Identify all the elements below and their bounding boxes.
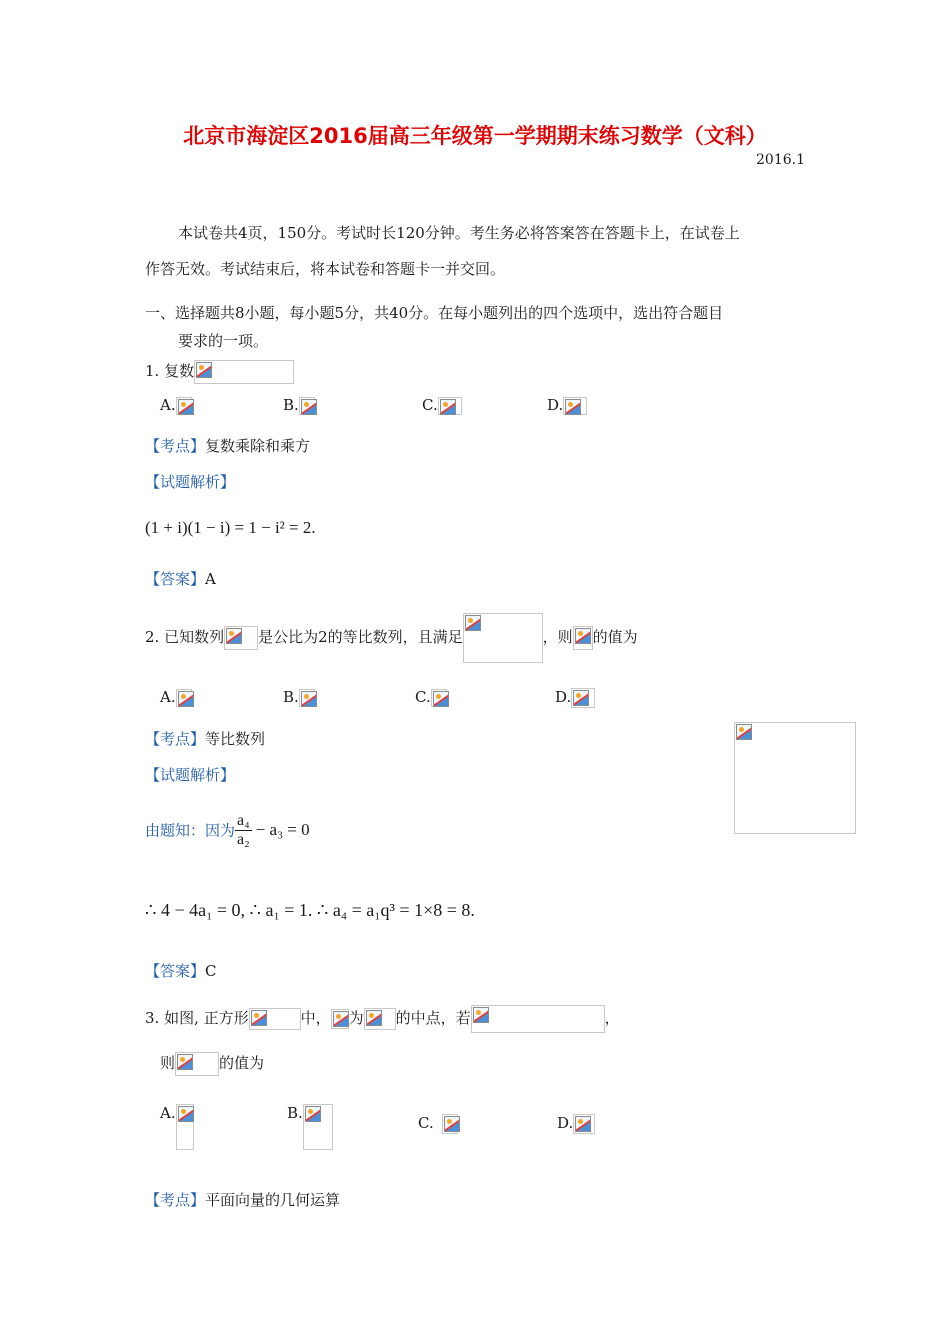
formula-image-icon	[438, 397, 462, 415]
q1-kaodian: 【考点】复数乘除和乘方	[145, 437, 311, 455]
formula-image-icon	[442, 1114, 458, 1134]
section-heading-line-2: 要求的一项。	[178, 332, 269, 350]
formula-image-icon	[573, 1114, 595, 1134]
q3-option-a: A.	[160, 1104, 194, 1150]
formula-image-icon	[224, 626, 258, 650]
q2-kaodian: 【考点】等比数列	[145, 730, 266, 748]
q2-jiexi-tag: 【试题解析】	[145, 766, 236, 784]
formula-image-icon	[364, 1008, 396, 1030]
q2-option-d: D.	[555, 688, 595, 708]
formula-image-icon	[194, 360, 294, 384]
question-3-line-2: 则 的值为	[160, 1052, 264, 1076]
q1-solution: (1 + i)(1 − i) = 1 − i² = 2.	[145, 518, 316, 537]
formula-image-icon	[471, 1005, 605, 1033]
answer-tag: 【答案】	[145, 570, 206, 588]
formula-image-icon	[431, 689, 447, 707]
formula-image-icon	[176, 689, 192, 707]
q2-answer: 【答案】C	[145, 962, 217, 980]
q3-option-d: D.	[557, 1114, 595, 1134]
fraction: $\frac{\text{a₄}}{\text{a₂}}$	[237, 812, 250, 848]
kaodian-tag: 【考点】	[145, 730, 206, 748]
formula-image-icon	[175, 1052, 219, 1076]
q1-answer: 【答案】A	[145, 570, 216, 588]
q1-option-c: C.	[422, 396, 462, 415]
q1-jiexi-tag: 【试题解析】	[145, 473, 236, 491]
figure-image-icon	[734, 722, 856, 834]
section-heading-line-1: 一、选择题共8小题，每小题5分，共40分。在每小题列出的四个选项中，选出符合题目	[145, 304, 724, 322]
formula-image-icon	[563, 397, 587, 415]
q1-option-a: A.	[160, 396, 192, 415]
formula-image-icon	[463, 613, 543, 663]
q3-kaodian: 【考点】平面向量的几何运算	[145, 1191, 341, 1209]
formula-image-icon	[299, 689, 315, 707]
q1-option-b: B.	[283, 396, 315, 415]
q2-option-b: B.	[283, 688, 315, 707]
formula-image-icon	[571, 688, 595, 708]
question-1-stem	[145, 360, 294, 384]
q2-solution: ∴ 4 − 4a₁ = 0, ∴ a₁ = 1. ∴ a₄ = a₁q³ = 1×8 = 8.	[145, 900, 475, 920]
formula-image-icon	[331, 1009, 349, 1029]
q2-option-c: C.	[415, 688, 447, 707]
page-title: 北京市海淀区2016届高三年级第一学期期末练习数学（文科）	[183, 124, 767, 148]
question-1-text: 1. 复数	[145, 362, 195, 380]
formula-image-icon	[573, 626, 593, 650]
q2-option-a: A.	[160, 688, 192, 707]
q3-option-c: C.	[418, 1114, 458, 1134]
exam-date: 2016.1	[756, 152, 805, 168]
question-2-stem: 2. 已知数列 是公比为2的等比数列，且满足 ，则 的值为	[145, 612, 638, 663]
intro-line-1: 本试卷共4页，150分。考试时长120分钟。考生务必将答案答在答题卡上，在试卷上	[178, 224, 740, 242]
formula-image-icon	[299, 397, 315, 415]
question-3-stem: 3. 如图, 正方形 中， 为 的中点，若 ，	[145, 1004, 620, 1033]
answer-tag: 【答案】	[145, 962, 206, 980]
q2-given: 由题知：因为 $\frac{\text{a₄}}{\text{a₂}}$ − a₃ = 0	[145, 812, 310, 848]
kaodian-tag: 【考点】	[145, 1191, 206, 1209]
kaodian-tag: 【考点】	[145, 437, 206, 455]
q1-option-d: D.	[547, 396, 587, 415]
intro-line-2: 作答无效。考试结束后，将本试卷和答题卡一并交回。	[145, 260, 506, 278]
formula-image-icon	[176, 1104, 194, 1150]
q3-option-b: B.	[287, 1104, 333, 1150]
formula-image-icon	[176, 397, 192, 415]
formula-image-icon	[249, 1008, 301, 1030]
formula-image-icon	[303, 1104, 333, 1150]
